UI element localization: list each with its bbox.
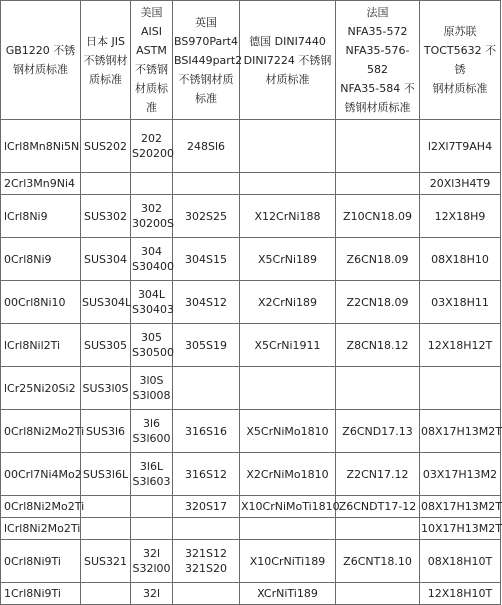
cell-toct	[420, 120, 501, 173]
cell-aisi	[131, 281, 173, 324]
table-row	[1, 195, 501, 238]
header-line: 钢材质标准	[13, 63, 68, 76]
cell-line: 08X17H13M2T	[421, 424, 502, 438]
header-din	[240, 1, 336, 120]
cell-aisi	[131, 120, 173, 173]
cell-bs	[173, 238, 240, 281]
cell-bs	[173, 496, 240, 518]
cell-nfa	[336, 324, 420, 367]
header-toct	[420, 1, 501, 120]
header-bs	[173, 1, 243, 120]
cell-line: Z8CN18.12	[346, 338, 409, 352]
header-line: 准	[146, 101, 157, 114]
cell-line: 3l6L	[139, 460, 164, 473]
cell-jis	[81, 367, 131, 410]
cell-line: 12X18H12T	[427, 338, 493, 352]
cell-line: 32l	[142, 547, 161, 560]
cell-line: 12X18H10T	[427, 587, 493, 600]
cell-line: 00Crl7Ni4Mo2	[4, 467, 82, 481]
cell-jis	[81, 410, 131, 453]
cell-din	[240, 324, 336, 367]
cell-line: S3l008	[132, 389, 171, 402]
cell-line: S30500	[132, 346, 174, 359]
cell-gb	[1, 583, 81, 605]
cell-bs	[173, 453, 240, 496]
header-row	[1, 1, 501, 120]
cell-jis	[81, 173, 131, 195]
cell-toct	[420, 518, 501, 540]
cell-line: X5CrNiMo1810	[246, 424, 329, 438]
cell-line: SUS3l6	[85, 424, 126, 438]
header-line: NFA35-572	[347, 25, 408, 38]
cell-din	[240, 173, 336, 195]
header-nfa	[336, 1, 420, 120]
cell-line: lCrl8Nil2Ti	[4, 338, 61, 352]
cell-jis	[81, 324, 131, 367]
cell-toct	[420, 173, 501, 195]
cell-line: Z6CNDT17-12	[338, 500, 417, 513]
table-row	[1, 496, 501, 518]
cell-gb	[1, 195, 81, 238]
cell-gb	[1, 540, 81, 583]
cell-line: 00Crl8Ni10	[4, 295, 66, 309]
header-jis	[81, 1, 131, 120]
cell-toct	[420, 496, 501, 518]
cell-line: 316S16	[185, 424, 227, 438]
cell-line: Z6CNT18.10	[343, 554, 412, 568]
cell-line: 32l	[142, 587, 161, 600]
cell-bs	[173, 540, 240, 583]
cell-line: X10CrNiTi189	[249, 554, 326, 568]
cell-aisi	[131, 173, 173, 195]
cell-line: 302	[141, 202, 162, 215]
table-row	[1, 173, 501, 195]
cell-line: 305	[141, 331, 162, 344]
cell-aisi	[131, 238, 173, 281]
header-line: BS970Part4	[174, 34, 239, 48]
table-row	[1, 518, 501, 540]
cell-line: 08X17H13M2T	[421, 500, 502, 513]
cell-jis	[81, 583, 131, 605]
header-line: 美国	[140, 6, 163, 19]
cell-bs	[173, 120, 240, 173]
cell-line: S30403	[132, 303, 174, 316]
cell-din	[240, 518, 336, 540]
cell-line: 304S15	[185, 252, 227, 266]
cell-line: 302S25	[185, 209, 227, 223]
cell-jis	[81, 540, 131, 583]
cell-gb	[1, 324, 81, 367]
cell-gb	[1, 238, 81, 281]
header-line: 不锈钢材	[83, 53, 128, 67]
cell-din	[240, 410, 336, 453]
cell-line: 03X17H13M2	[422, 467, 498, 481]
cell-aisi	[131, 410, 173, 453]
header-line: TOCT5632 不锈	[423, 44, 497, 76]
cell-line: 0Crl8Ni9	[4, 252, 52, 266]
cell-toct	[420, 238, 501, 281]
cell-nfa	[336, 120, 420, 173]
header-line: BSI449part2	[174, 53, 243, 67]
cell-nfa	[336, 453, 420, 496]
cell-din	[240, 238, 336, 281]
header-line: 质标准	[89, 72, 122, 86]
cell-aisi	[131, 324, 173, 367]
cell-gb	[1, 367, 81, 410]
cell-line: SUS304	[83, 252, 127, 266]
cell-bs	[173, 518, 240, 540]
cell-din	[240, 540, 336, 583]
cell-line: SUS321	[83, 554, 127, 568]
cell-line: 321S20	[185, 562, 227, 575]
cell-bs	[173, 195, 240, 238]
cell-bs	[173, 367, 240, 410]
cell-jis	[81, 496, 131, 518]
cell-line: X10CrNiMoTi1810	[241, 500, 340, 513]
cell-din	[240, 453, 336, 496]
cell-line: X2CrNi189	[257, 295, 318, 309]
cell-line: 316S12	[185, 467, 227, 481]
cell-toct	[420, 453, 501, 496]
cell-line: Z2CN17.12	[346, 467, 409, 481]
header-line: 原苏联	[443, 25, 477, 38]
cell-line: S32l00	[132, 562, 171, 575]
cell-toct	[420, 195, 501, 238]
header-line: 不锈钢材质	[178, 72, 234, 86]
cell-line: 304S12	[185, 295, 227, 309]
cell-gb	[1, 173, 81, 195]
cell-line: SUS305	[83, 338, 127, 352]
cell-din	[240, 281, 336, 324]
cell-gb	[1, 120, 81, 173]
cell-line: 30200S	[132, 217, 174, 230]
cell-jis	[81, 281, 131, 324]
table-row	[1, 238, 501, 281]
cell-line: SUS202	[83, 139, 127, 153]
cell-line: X5CrNi189	[257, 252, 318, 266]
cell-nfa	[336, 238, 420, 281]
cell-line: 08X18H10	[431, 252, 489, 266]
cell-bs	[173, 173, 240, 195]
header-line: GB1220 不锈	[5, 44, 76, 57]
header-line: 不锈钢	[135, 63, 168, 76]
cell-din	[240, 367, 336, 410]
cell-bs	[173, 281, 240, 324]
table-row	[1, 120, 501, 173]
cell-line: S30400	[132, 260, 174, 273]
cell-line: 3l6	[142, 417, 161, 430]
cell-nfa	[336, 195, 420, 238]
cell-line: l2Xl7T9AH4	[427, 139, 493, 153]
table-row	[1, 540, 501, 583]
cell-din	[240, 496, 340, 518]
cell-jis	[81, 453, 131, 496]
cell-gb	[1, 281, 81, 324]
cell-nfa	[336, 518, 420, 540]
header-line: 德国 DINI7440	[249, 34, 326, 48]
cell-line: 20Xl3H4T9	[429, 177, 491, 190]
cell-aisi	[131, 453, 173, 496]
cell-line: S20200	[132, 147, 174, 160]
table-row	[1, 453, 501, 496]
cell-toct	[420, 281, 501, 324]
table-row	[1, 281, 501, 324]
cell-line: 1Crl8Ni9Ti	[4, 587, 61, 600]
cell-line: 248Sl6	[186, 139, 226, 153]
cell-line: 0Crl8Ni2Mo2Ti	[4, 424, 85, 438]
cell-gb	[1, 410, 85, 453]
table-row	[1, 583, 501, 605]
header-line: NFA35-584 不	[340, 82, 415, 95]
cell-line: lCr25Ni20Si2	[4, 381, 76, 395]
cell-aisi	[131, 195, 173, 238]
cell-nfa	[336, 281, 420, 324]
cell-line: lCrl8Ni9	[4, 209, 48, 223]
cell-nfa	[336, 173, 420, 195]
header-line: 日本 JIS	[86, 34, 125, 48]
header-line: 法国	[366, 6, 389, 19]
cell-line: Z2CN18.09	[346, 295, 409, 309]
cell-nfa	[336, 367, 420, 410]
cell-line: Z10CN18.09	[343, 209, 412, 223]
cell-line: Z6CN18.09	[346, 252, 409, 266]
cell-line: X5CrNi1911	[254, 338, 321, 352]
cell-line: S3l600	[132, 432, 171, 445]
cell-din	[240, 195, 336, 238]
header-line: AISI	[141, 25, 162, 38]
cell-line: X12CrNi188	[254, 209, 321, 223]
cell-line: Z6CND17.13	[342, 424, 413, 438]
cell-line: SUS302	[83, 209, 127, 223]
cell-bs	[173, 410, 240, 453]
header-line: 钢材质标准	[432, 82, 488, 95]
cell-nfa	[336, 540, 420, 583]
cell-jis	[81, 120, 131, 173]
cell-line: S3l603	[132, 475, 171, 488]
cell-line: 304L	[137, 288, 166, 301]
cell-nfa	[336, 496, 420, 518]
cell-aisi	[131, 367, 173, 410]
cell-line: 08X18H10T	[427, 554, 493, 568]
cell-line: 305S19	[185, 338, 227, 352]
cell-line: 320S17	[185, 500, 227, 513]
cell-aisi	[131, 540, 173, 583]
cell-nfa	[336, 583, 420, 605]
cell-aisi	[131, 496, 173, 518]
header-line: 锈钢材质标准	[344, 101, 411, 114]
cell-line: 2Crl3Mn9Ni4	[4, 177, 76, 190]
cell-line: SUS304L	[82, 295, 132, 309]
cell-bs	[173, 583, 240, 605]
header-line: 标准	[195, 91, 217, 105]
header-line: ASTM	[136, 44, 167, 57]
cell-line: 202	[141, 132, 162, 145]
header-line: DINI7224 不锈钢	[243, 53, 332, 67]
cell-line: SUS3l0S	[82, 381, 129, 395]
cell-line: 12X18H9	[434, 209, 486, 223]
cell-toct	[420, 324, 501, 367]
cell-line: X2CrNiMo1810	[246, 467, 329, 481]
cell-line: lCrl8Ni2Mo2Ti	[4, 522, 81, 535]
table-row	[1, 410, 501, 453]
cell-line: 304	[141, 245, 162, 258]
cell-line: 0Crl8Ni2Mo2Ti	[4, 500, 85, 513]
cell-line: XCrNiTi189	[257, 587, 318, 600]
cell-aisi	[131, 583, 173, 605]
cell-toct	[420, 540, 501, 583]
cell-line: 03X18H11	[431, 295, 489, 309]
header-gb1220	[1, 1, 81, 120]
header-aisi-astm	[131, 1, 173, 120]
cell-line: 321S12	[185, 547, 227, 560]
table-row	[1, 324, 501, 367]
cell-jis	[81, 195, 131, 238]
cell-gb	[1, 496, 85, 518]
cell-line: 3l0S	[139, 374, 164, 387]
header-line: 材质标准	[265, 72, 310, 86]
cell-nfa	[336, 410, 420, 453]
cell-jis	[81, 238, 131, 281]
cell-line: 10X17H13M2T	[421, 522, 502, 535]
cell-toct	[420, 583, 501, 605]
header-line: 英国	[195, 15, 217, 29]
cell-bs	[173, 324, 240, 367]
cell-toct	[420, 410, 501, 453]
header-line: NFA35-576-582	[345, 44, 410, 76]
cell-line: SUS3l6L	[82, 467, 129, 481]
cell-line: lCrl8Mn8Ni5N	[4, 139, 80, 153]
header-line: 材质标	[135, 82, 168, 95]
cell-din	[240, 583, 336, 605]
cell-gb	[1, 518, 81, 540]
cell-line: 0Crl8Ni9Ti	[4, 554, 61, 568]
cell-aisi	[131, 518, 173, 540]
table-row	[1, 367, 501, 410]
cell-din	[240, 120, 336, 173]
cell-gb	[1, 453, 81, 496]
cell-toct	[420, 367, 501, 410]
cell-jis	[81, 518, 131, 540]
